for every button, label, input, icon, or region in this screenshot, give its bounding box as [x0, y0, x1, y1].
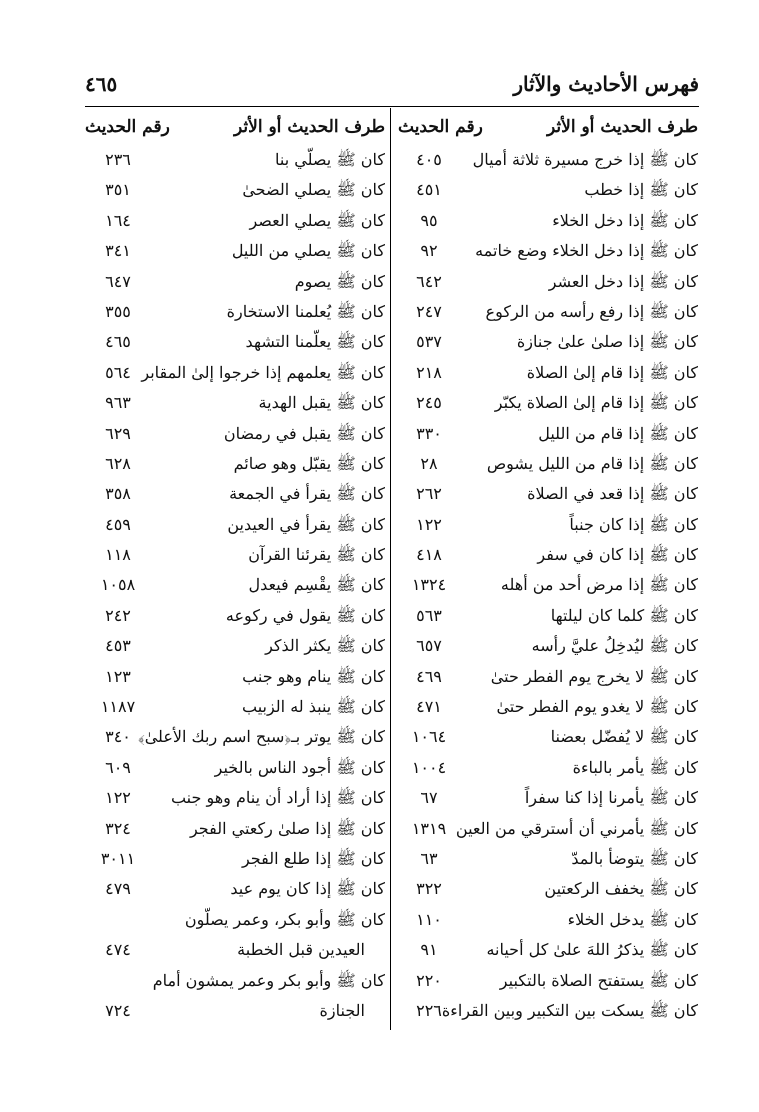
hadith-number: ٢٤٥ [416, 393, 442, 413]
index-entry [398, 570, 698, 600]
hadith-incipit: كان ﷺ يصلي العصر [249, 210, 385, 230]
hadith-number: ١٣١٩ [411, 818, 447, 838]
hadith-number: ٥٦٣ [416, 605, 442, 625]
hadith-incipit: كان ﷺ إذا صلىٰ علىٰ جنازة [516, 332, 698, 352]
index-entry [398, 905, 698, 935]
index-entry [398, 814, 698, 844]
hadith-incipit: كان ﷺ يسكت بين التكبير وبين القراءة [441, 1000, 698, 1020]
hadith-number: ٣٠١١ [100, 848, 136, 868]
left-column [85, 115, 385, 1026]
hadith-incipit: كان ﷺ يقْسِم فيعدل [248, 575, 385, 595]
hadith-number: ٣٤١ [105, 241, 131, 261]
hadith-incipit: كان ﷺ يقبّل وهو صائم [233, 453, 385, 473]
hadith-incipit: كان ﷺ يكثر الذكر [265, 636, 385, 656]
hadith-number: ١٠٠٤ [411, 757, 447, 777]
hadith-incipit: كان ﷺ وأبو بكر، وعمر يصلّون [184, 909, 385, 929]
text-header: طرف الحديث أو الأثر [547, 117, 698, 137]
text-header: طرف الحديث أو الأثر [234, 117, 385, 137]
index-entry [85, 297, 385, 327]
hadith-incipit: كان ﷺ أجود الناس بالخير [214, 757, 385, 777]
hadith-incipit: كان ﷺ إذا دخل العشر [548, 271, 698, 291]
hadith-incipit: كان ﷺ يقول في ركوعه [225, 605, 385, 625]
hadith-number: ٣٢٢ [416, 879, 442, 899]
running-head [85, 72, 699, 104]
index-entry [85, 327, 385, 357]
index-entry [85, 449, 385, 479]
hadith-incipit: كان ﷺ إذا كان في سفر [537, 545, 698, 565]
index-entry [85, 996, 385, 1026]
hadith-number: ٣٥١ [105, 180, 131, 200]
index-entry [398, 388, 698, 418]
hadith-incipit: كان ﷺ إذا دخل الخلاء [552, 210, 698, 230]
hadith-number: ١١٠ [416, 909, 442, 929]
hadith-incipit: كان ﷺ يصلي الضحىٰ [242, 180, 385, 200]
index-entry [85, 601, 385, 631]
index-entry [398, 479, 698, 509]
index-entry [398, 935, 698, 965]
hadith-incipit: كان ﷺ يصلّي بنا [275, 150, 385, 169]
hadith-number: ٤٧١ [416, 697, 442, 717]
index-entry [398, 297, 698, 327]
hadith-number: ٤٧٤ [105, 940, 131, 960]
hadith-number: ٣٥٥ [105, 301, 131, 321]
hadith-number: ٤٥١ [416, 180, 442, 200]
hadith-number: ١٦٤ [105, 210, 131, 230]
hadith-incipit: كان ﷺ إذا قعد في الصلاة [527, 484, 698, 504]
index-entry [398, 692, 698, 722]
index-entry [85, 267, 385, 297]
hadith-incipit: كان ﷺ يذكرُ اللهَ علىٰ كل أحيانه [486, 940, 698, 960]
index-entry [85, 874, 385, 904]
right-column-header [398, 115, 698, 145]
hadith-incipit: كان ﷺ يعلمهم إذا خرجوا إلىٰ المقابر [141, 362, 385, 382]
hadith-number: ٦٢٨ [105, 453, 131, 473]
hadith-number: ٧٢٤ [105, 1000, 131, 1020]
index-entry [398, 145, 698, 175]
hadith-number: ١٠٦٤ [411, 727, 447, 747]
index-entry [398, 358, 698, 388]
hadith-incipit: كان ﷺ وأبو بكر وعمر يمشون أمام [152, 970, 385, 990]
hadith-number: ٤٥٣ [105, 636, 131, 656]
hadith-number: ١٣٢٤ [411, 575, 447, 595]
hadith-number: ٤٠٥ [416, 150, 442, 169]
index-entry [398, 662, 698, 692]
hadith-number: ٣٤٠ [105, 727, 131, 747]
index-entry [85, 510, 385, 540]
number-header: رقم الحديث [398, 117, 483, 137]
hadith-incipit: كان ﷺ لا يخرج يوم الفطر حتىٰ [490, 666, 698, 686]
hadith-number: ١٠٥٨ [100, 575, 136, 595]
hadith-number: ٢٤٢ [105, 605, 131, 625]
hadith-number: ٢٢٦ [416, 1000, 442, 1020]
index-entry [398, 327, 698, 357]
hadith-incipit: كان ﷺ يخفف الركعتين [544, 879, 698, 899]
hadith-number: ١١٨ [105, 545, 131, 565]
hadith-incipit: كان ﷺ يقرئنا القرآن [248, 545, 385, 565]
right-column [398, 115, 698, 1026]
hadith-number: ١٢٣ [105, 666, 131, 686]
index-entry [398, 783, 698, 813]
hadith-number: ٢٨ [420, 453, 438, 473]
column-divider [390, 108, 391, 1030]
hadith-number: ٢٣٦ [105, 150, 131, 169]
index-entry [398, 753, 698, 783]
index-entry [85, 419, 385, 449]
index-entry [85, 540, 385, 570]
hadith-number: ٢٦٢ [416, 484, 442, 504]
index-entry [398, 236, 698, 266]
hadith-incipit: كان ﷺ ينام وهو جنب [242, 666, 385, 686]
index-entry [85, 935, 385, 965]
hadith-number: ٤٥٩ [105, 514, 131, 534]
hadith-number: ٦٣ [420, 848, 438, 868]
index-entry [85, 692, 385, 722]
hadith-incipit: كان ﷺ يدخل الخلاء [567, 909, 698, 929]
index-entry [85, 966, 385, 996]
left-column-rows [85, 145, 385, 1026]
index-entry [85, 905, 385, 935]
index-entry [398, 874, 698, 904]
index-entry [85, 206, 385, 236]
hadith-incipit: كان ﷺ يعلّمنا التشهد [245, 332, 385, 352]
index-entry [398, 267, 698, 297]
hadith-incipit: كان ﷺ يقرأ في الجمعة [229, 484, 385, 504]
index-entry [85, 145, 385, 175]
index-entry [85, 844, 385, 874]
hadith-incipit: كان ﷺ يوتر بـ﴿سبح اسم ربك الأعلىٰ﴾ [138, 727, 385, 747]
page-number: ٤٦٥ [85, 72, 118, 96]
hadith-number: ٦٤٧ [105, 271, 131, 291]
header-rule [85, 106, 699, 107]
hadith-incipit: كان ﷺ لا يُفضّل بعضنا [550, 727, 698, 747]
hadith-incipit: كان ﷺ يقبل في رمضان [223, 423, 385, 443]
hadith-number: ٩١ [420, 940, 438, 960]
hadith-incipit: كان ﷺ لا يغدو يوم الفطر حتىٰ [496, 697, 698, 717]
hadith-number: ٦٧ [420, 788, 438, 808]
hadith-incipit: كان ﷺ إذا أراد أن ينام وهو جنب [170, 788, 385, 808]
index-entry [398, 601, 698, 631]
hadith-incipit: كان ﷺ إذا خرج مسيرة ثلاثة أميال [472, 150, 698, 169]
hadith-incipit: كان ﷺ يصوم [294, 271, 385, 291]
hadith-incipit: كان ﷺ إذا خطب [584, 180, 698, 200]
hadith-incipit: كان ﷺ ليُدخِلُ عليَّ رأسه [531, 636, 698, 656]
index-entry [398, 996, 698, 1026]
hadith-incipit: كان ﷺ إذا قام إلىٰ الصلاة [526, 362, 698, 382]
hadith-incipit: كان ﷺ كلما كان ليلتها [550, 605, 698, 625]
index-entry [398, 844, 698, 874]
index-entry [85, 570, 385, 600]
hadith-number: ٥٣٧ [416, 332, 442, 352]
hadith-incipit: كان ﷺ يُعلمنا الاستخارة [226, 301, 385, 321]
hadith-incipit: كان ﷺ يصلي من الليل [231, 241, 385, 261]
hadith-number: ٤٦٩ [416, 666, 442, 686]
hadith-number: ٣٣٠ [416, 423, 442, 443]
hadith-incipit: كان ﷺ إذا كان جنباً [569, 514, 698, 534]
left-column-header [85, 115, 385, 145]
index-entry [398, 631, 698, 661]
index-entry [85, 814, 385, 844]
hadith-number: ١٢٢ [416, 514, 442, 534]
hadith-number: ٤٦٥ [105, 332, 131, 352]
hadith-number: ٢٤٧ [416, 301, 442, 321]
hadith-number: ٤١٨ [416, 545, 442, 565]
hadith-number: ١٢٢ [105, 788, 131, 808]
index-entry [398, 419, 698, 449]
number-header: رقم الحديث [85, 117, 170, 137]
hadith-incipit: كان ﷺ يقرأ في العيدين [227, 514, 385, 534]
hadith-incipit: الجنازة [319, 1000, 365, 1020]
index-entry [85, 358, 385, 388]
hadith-incipit: كان ﷺ إذا طلع الفجر [241, 848, 385, 868]
hadith-incipit: كان ﷺ ينبذ له الزبيب [241, 697, 385, 717]
hadith-incipit: كان ﷺ إذا رفع رأسه من الركوع [485, 301, 698, 321]
hadith-incipit: كان ﷺ إذا دخل الخلاء وضع خاتمه [475, 241, 698, 261]
hadith-incipit: كان ﷺ يتوضأ بالمدّ [571, 848, 698, 868]
hadith-number: ٣٢٤ [105, 818, 131, 838]
hadith-number: ٦٤٢ [416, 271, 442, 291]
hadith-incipit: كان ﷺ إذا صلىٰ ركعتي الفجر [189, 818, 385, 838]
hadith-number: ٢٢٠ [416, 970, 442, 990]
hadith-incipit: كان ﷺ إذا كان يوم عيد [230, 879, 385, 899]
hadith-number: ١١٨٧ [100, 697, 136, 717]
hadith-number: ٦٥٧ [416, 636, 442, 656]
hadith-incipit: كان ﷺ إذا قام من الليل يشوص [486, 453, 698, 473]
hadith-incipit: كان ﷺ إذا مرض أحد من أهله [500, 575, 698, 595]
index-entry [85, 175, 385, 205]
hadith-incipit: العيدين قبل الخطبة [237, 940, 365, 960]
index-entry [85, 479, 385, 509]
hadith-number: ٣٥٨ [105, 484, 131, 504]
hadith-number: ٩٦٣ [105, 393, 131, 413]
index-entry [398, 510, 698, 540]
index-entry [85, 236, 385, 266]
hadith-incipit: كان ﷺ إذا قام من الليل [538, 423, 698, 443]
hadith-incipit: كان ﷺ يستفتح الصلاة بالتكبير [499, 970, 698, 990]
right-column-rows [398, 145, 698, 1026]
hadith-number: ٢١٨ [416, 362, 442, 382]
hadith-incipit: كان ﷺ إذا قام إلىٰ الصلاة يكبّر [494, 393, 698, 413]
hadith-number: ٦٠٩ [105, 757, 131, 777]
index-entry [85, 388, 385, 418]
hadith-number: ٤٧٩ [105, 879, 131, 899]
hadith-incipit: كان ﷺ يأمرنا إذا كنا سفراً [524, 788, 698, 808]
index-entry [85, 753, 385, 783]
index-entry [398, 206, 698, 236]
hadith-number: ٩٥ [420, 210, 438, 230]
index-entry [85, 722, 385, 752]
hadith-number: ٩٢ [420, 241, 438, 261]
hadith-incipit: كان ﷺ يأمر بالباءة [572, 757, 698, 777]
index-entry [85, 631, 385, 661]
index-entry [398, 175, 698, 205]
index-entry [398, 540, 698, 570]
index-entry [398, 966, 698, 996]
hadith-incipit: كان ﷺ يأمرني أن أسترقي من العين [455, 818, 698, 838]
hadith-number: ٦٢٩ [105, 423, 131, 443]
index-entry [85, 662, 385, 692]
index-entry [398, 449, 698, 479]
hadith-number: ٥٦٤ [105, 362, 131, 382]
hadith-incipit: كان ﷺ يقبل الهدية [258, 393, 385, 413]
running-title: فهرس الأحاديث والآثار [513, 72, 699, 96]
index-entry [398, 722, 698, 752]
index-entry [85, 783, 385, 813]
